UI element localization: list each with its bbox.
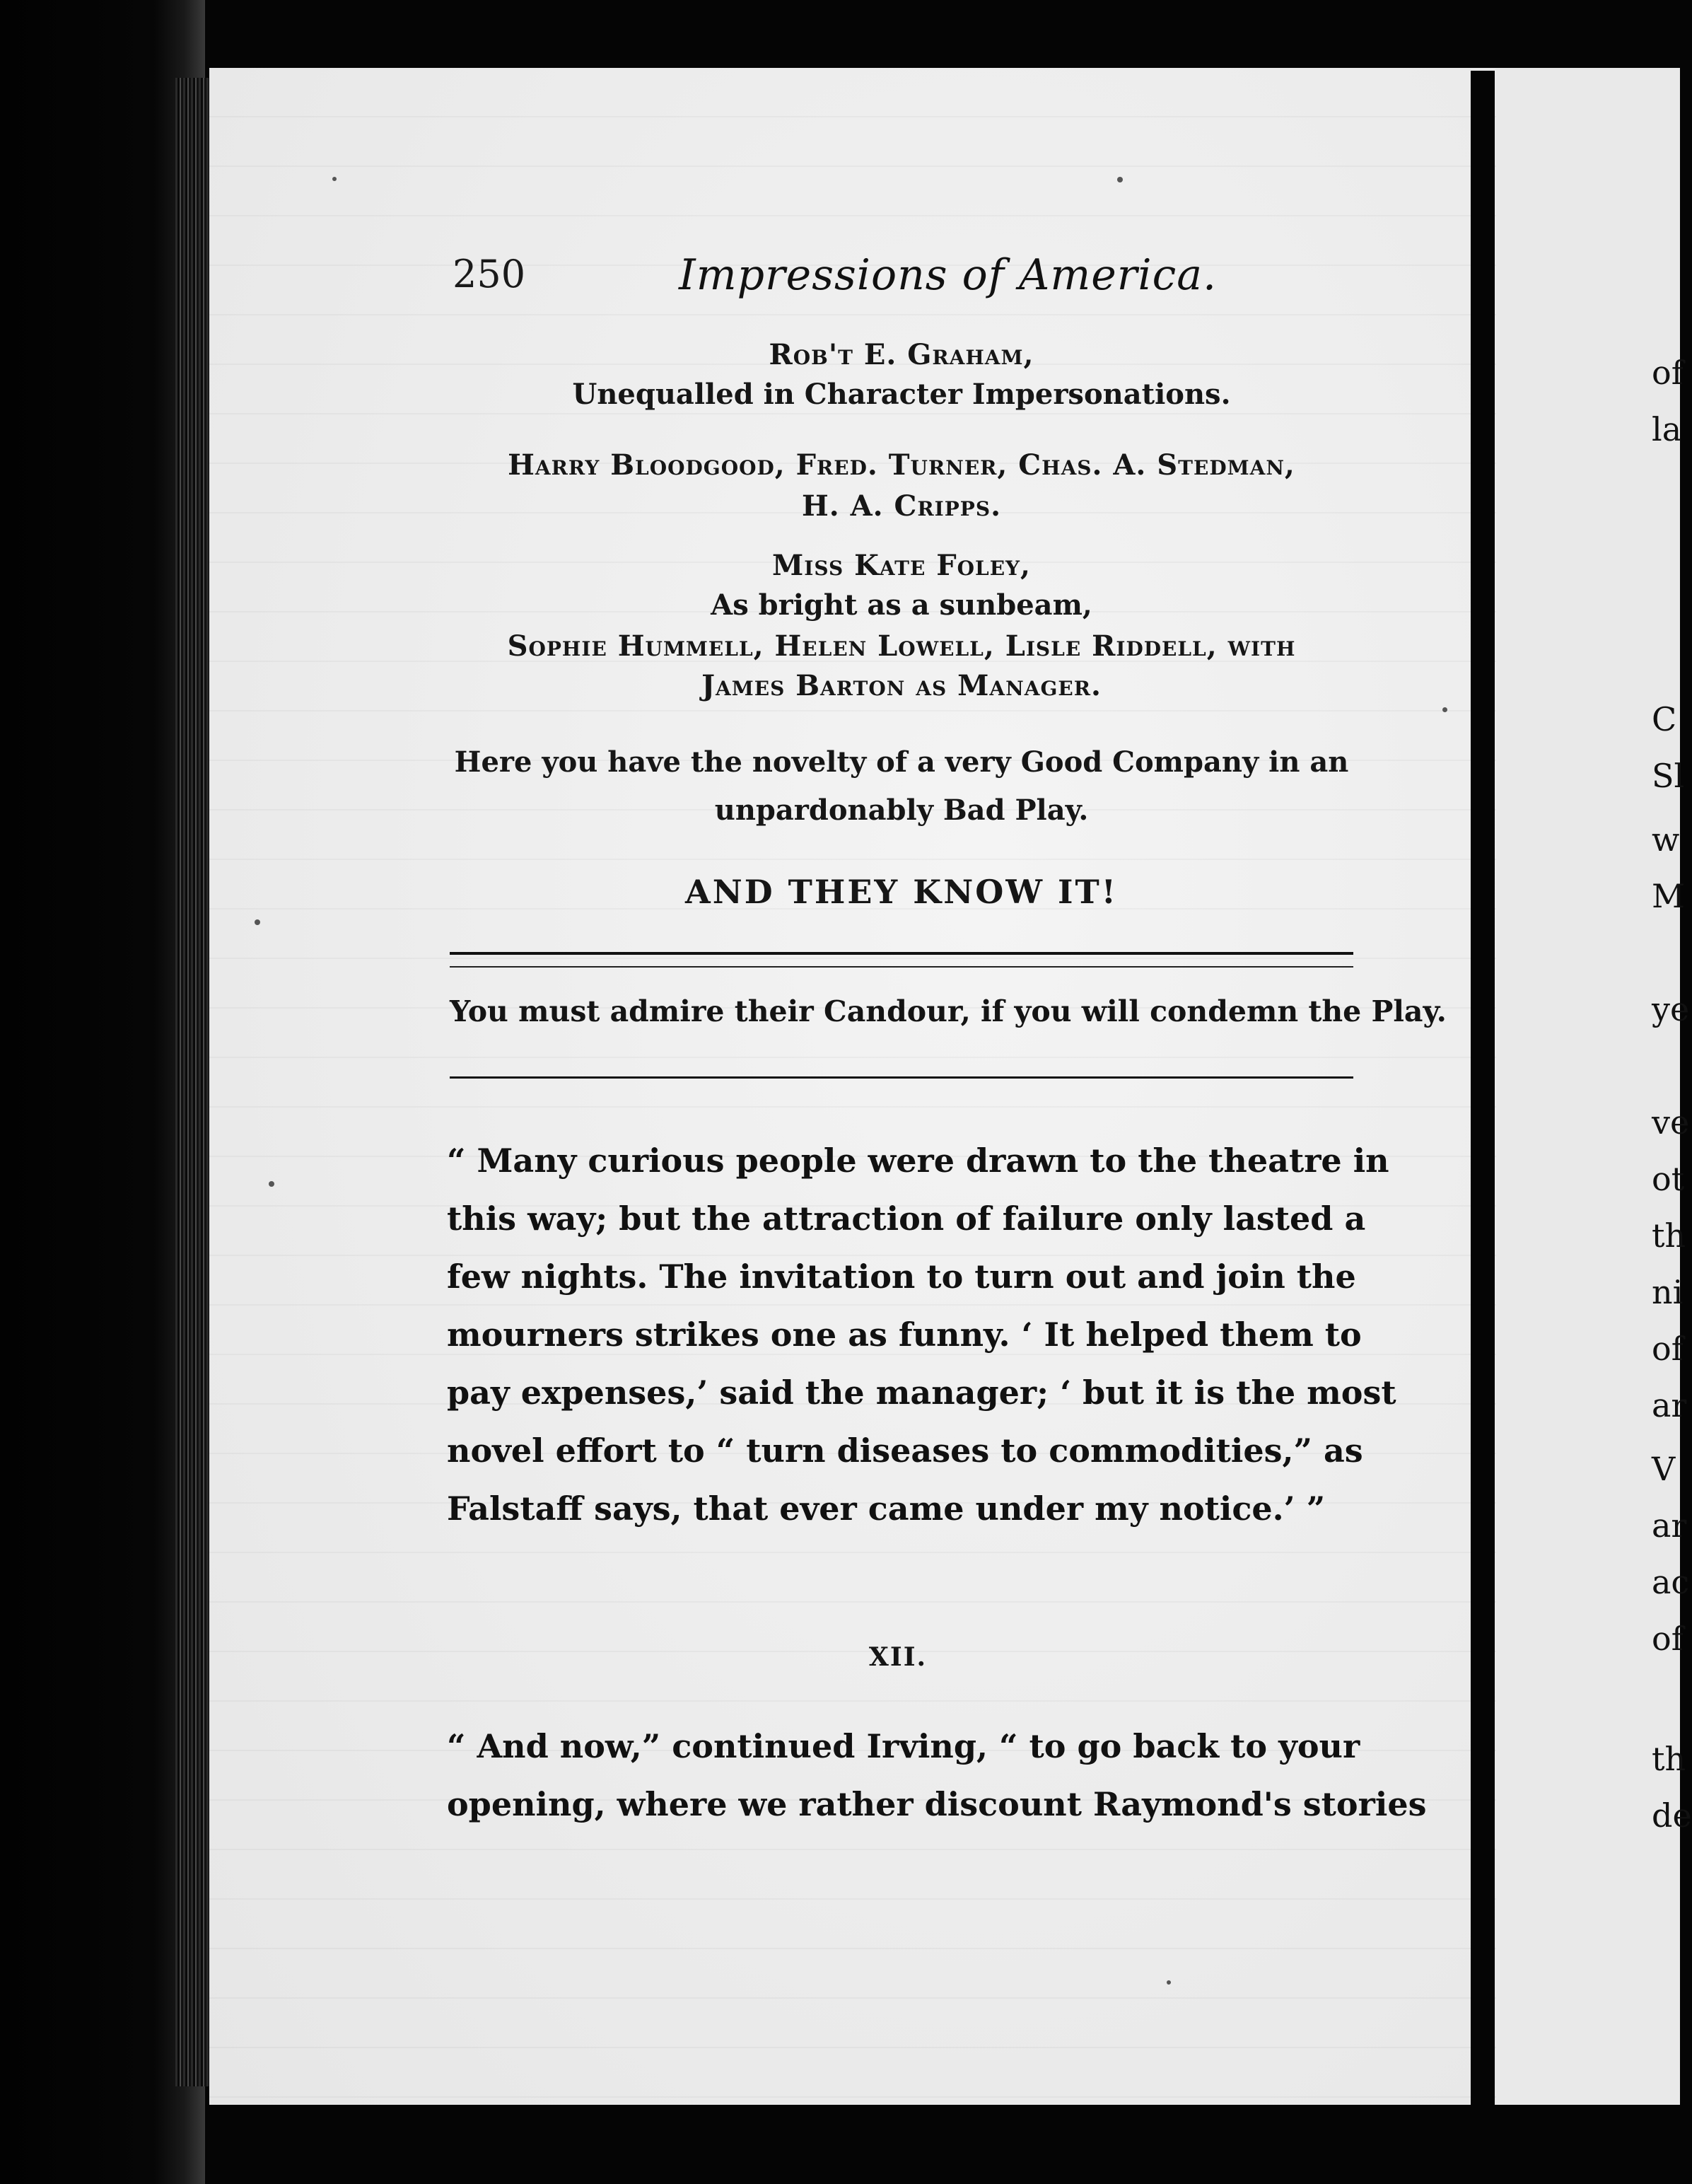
scan-speck (1167, 1980, 1171, 1985)
right-page-fragment: ar (1652, 1506, 1687, 1545)
right-page-fragment: th (1652, 1216, 1686, 1255)
right-page-fragment: ot (1652, 1160, 1685, 1198)
headline: AND THEY KNOW IT! (685, 873, 1118, 911)
cast-block-graham (445, 338, 1358, 420)
paragraph-line: Falstaff says, that ever came under my notice.’ ” (447, 1489, 1326, 1528)
right-page-fragment: ar (1652, 1386, 1687, 1424)
cast-line: Harry Bloodgood, Fred. Turner, Chas. A. Stedman, (508, 448, 1295, 482)
body-paragraph (447, 1717, 1427, 1833)
right-page-fragment: ye (1652, 990, 1690, 1028)
book-page-edges (175, 78, 211, 2086)
paragraph-line: pay expenses,’ said the manager; ‘ but it is the most (447, 1373, 1396, 1412)
single-rule (450, 1076, 1353, 1079)
paragraph-line: opening, where we rather discount Raymond's stories (447, 1785, 1427, 1823)
running-title: Impressions of America. (679, 250, 1218, 300)
paragraph-line: “ Many curious people were drawn to the theatre in (447, 1142, 1389, 1180)
right-page-fragment: of (1652, 1330, 1684, 1368)
paragraph-line: mourners strikes one as funny. ‘ It helped them to (447, 1315, 1362, 1354)
cast-line: Sophie Hummell, Helen Lowell, Lisle Riddell, with (507, 629, 1296, 663)
scan-speck (269, 1181, 274, 1187)
book-gutter (1471, 71, 1495, 2122)
right-page-fragment: ve (1652, 1103, 1690, 1142)
right-page-fragment: V (1652, 1450, 1676, 1488)
running-header (453, 252, 1358, 308)
paragraph-line: novel effort to “ turn diseases to commodities,” as (447, 1431, 1363, 1470)
scan-dark-margin (0, 0, 205, 2184)
scan-speck (332, 177, 337, 181)
cast-line: Miss Kate Foley, (772, 549, 1031, 582)
right-page-fragment: de (1652, 1796, 1692, 1835)
right-page-fragment: M (1652, 877, 1686, 915)
cast-line: Rob't E. Graham, (769, 338, 1034, 371)
right-page-fragment: w (1652, 820, 1680, 859)
right-page-fragment: of (1652, 354, 1684, 392)
novelty-block (445, 745, 1358, 836)
double-rule (450, 952, 1353, 968)
right-page-fragment: la (1652, 410, 1682, 448)
right-page-fragment: of (1652, 1620, 1684, 1658)
paragraph-line: few nights. The invitation to turn out and join the (447, 1257, 1356, 1296)
scan-speck (1117, 177, 1123, 182)
page-number: 250 (453, 252, 526, 296)
novelty-line: Here you have the novelty of a very Good Company in an (454, 745, 1349, 779)
right-page-fragment: Sl (1652, 757, 1685, 795)
right-page-fragment: ni (1652, 1273, 1684, 1311)
cast-line: James Barton as Manager. (701, 669, 1102, 702)
right-page-fragment: th (1652, 1740, 1686, 1778)
novelty-line: unpardonably Bad Play. (714, 794, 1089, 827)
cast-line: As bright as a sunbeam, (711, 588, 1092, 622)
scan-speck (255, 919, 260, 925)
scan-speck (1442, 707, 1447, 712)
right-page-fragment: ac (1652, 1563, 1690, 1601)
paragraph-line: this way; but the attraction of failure only lasted a (447, 1200, 1366, 1238)
cast-line: H. A. Cripps. (802, 489, 1001, 523)
right-page-fragment: C (1652, 700, 1677, 738)
cast-line: Unequalled in Character Impersonations. (572, 378, 1231, 411)
cast-block-women (445, 549, 1358, 709)
body-paragraph (447, 1132, 1396, 1538)
cast-block-men (445, 448, 1358, 530)
candour-line: You must admire their Candour, if you will condemn the Play. (450, 994, 1447, 1028)
section-number: XII. (868, 1642, 928, 1672)
paragraph-line: “ And now,” continued Irving, “ to go back to your (447, 1727, 1360, 1765)
